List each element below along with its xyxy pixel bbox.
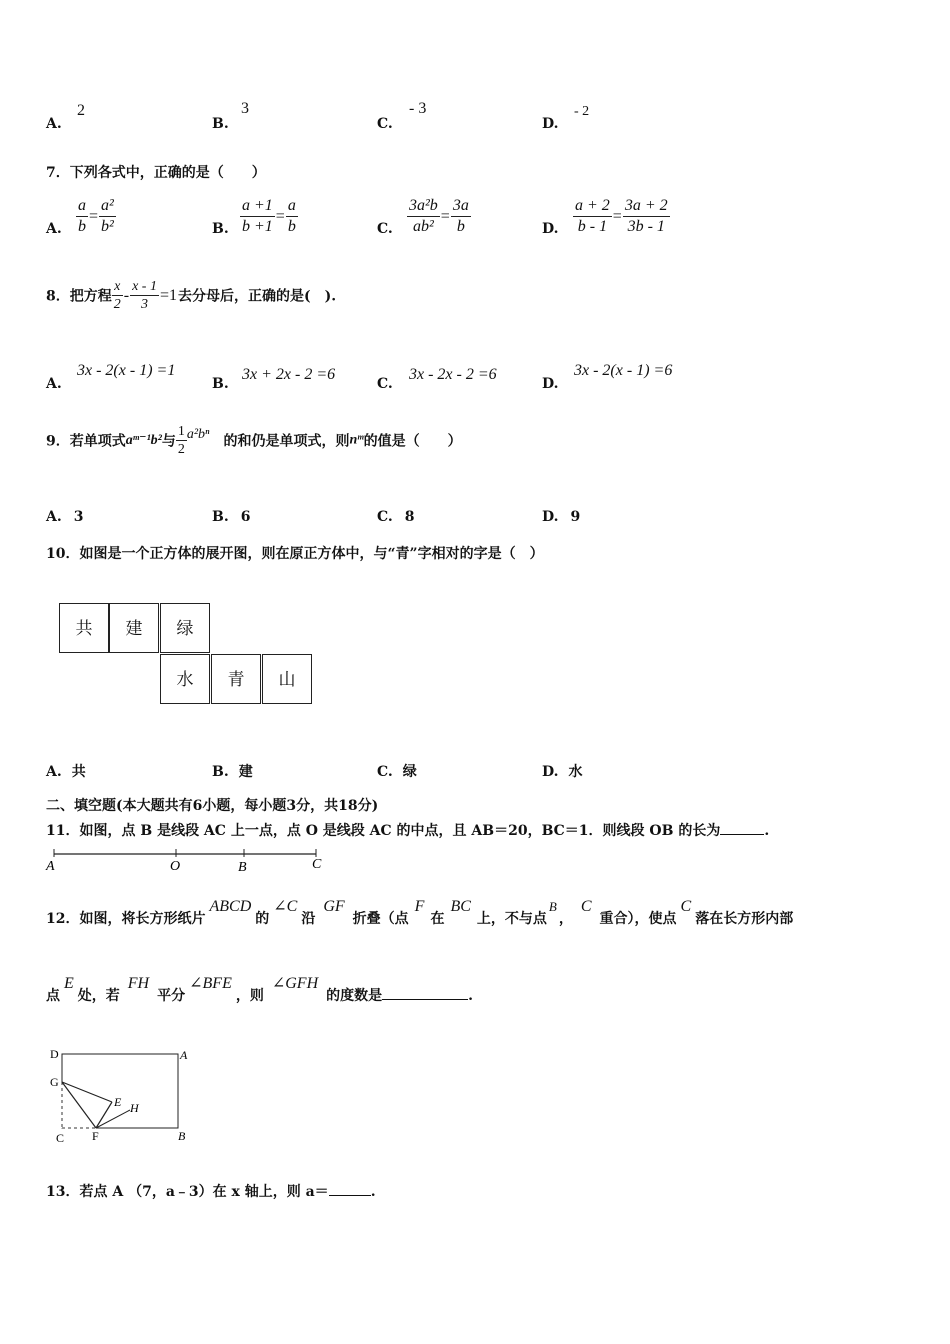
q12-gf: GF [323,898,345,915]
q6-option-c-value: - 3 [409,100,427,117]
q8-frac2-den: 3 [141,297,149,312]
q6-option-b-value: 3 [241,100,249,117]
q9-end: 的值是（ ） [363,433,462,450]
point-a-label: A [46,859,55,874]
q10-option-b-label: B. [212,764,229,780]
q6-option-b-label: B. [212,116,229,132]
q10-option-d-label: D. [542,764,559,780]
q12-e: E [64,975,74,992]
q7-a-left-num: a [76,196,88,217]
q7-c-left-num: 3a²b [407,196,440,217]
q11-segment-figure [40,846,340,876]
q8-option-a-label: A. [46,376,62,392]
q9-option-b-label: B. [212,509,229,525]
q8-option-d-label: D. [542,376,559,392]
q12-p5: 在 [430,911,445,927]
q11-text: 11．如图，点 B 是线段 AC 上一点，点 O 是线段 AC 的中点，且 AB＝20，BC＝1．则线段 OB 的长为 [46,823,721,839]
q9-option-c-value: 8 [404,509,415,525]
rect-abcd [62,1054,178,1128]
q8-frac1-den: 2 [113,297,121,312]
q7-b-left-den: b +1 [242,218,273,235]
point-b-label: B [238,860,247,875]
q12-p8: 重合），使点 [599,911,677,927]
q13-text: 13．若点 A （7，a﹣3）在 x 轴上，则 a＝ [46,1184,329,1200]
fig-label-h: H [130,1101,139,1115]
q8-option-c-value: 3x - 2x - 2 =6 [409,366,497,383]
q13-answer-blank[interactable] [329,1195,371,1196]
q9-suffix: 的和仍是单项式，则 [223,433,350,450]
fig-label-b: B [178,1129,186,1143]
q12-p9: 落在长方形内部 [695,911,794,927]
q10-option-b-value: 建 [238,764,253,780]
q9-term1: aᵐ⁻¹b² [125,433,162,448]
q7-a-right-num: a² [99,196,116,217]
q12-bc: BC [450,898,471,915]
q12-answer-blank[interactable] [382,999,468,1000]
q6-option-c-label: C. [377,116,393,132]
q12-f: F [414,898,425,915]
q7-option-d-expr: $\frac{a + 2}{b - 1}$ = $\frac{3a + 2}{3b - 1}$ [575,197,668,235]
q12-p2: 的 [255,911,270,927]
fig-label-d: D [50,1047,59,1061]
cube-face-shan: 山 [262,654,312,704]
q12-c2: C [680,898,692,915]
q10-option-c-value: 绿 [402,764,417,780]
q7-option-b-expr: $\frac{a +1}{b +1}$ = $\frac{a}{b}$ [242,197,296,235]
fig-label-a: A [180,1048,188,1062]
q12-bfe: ∠BFE [189,975,232,992]
q12-p1: 12．如图，将长方形纸片 [46,911,206,927]
q12-p6: 上，不与点 [476,911,547,927]
q9-nm: nᵐ [349,432,364,448]
q7-option-d-label: D. [542,221,559,237]
q11-answer-blank[interactable] [720,834,764,835]
cube-face-gong: 共 [59,603,109,653]
q7-d-left-den: b - 1 [577,218,608,235]
q13-end: . [370,1184,376,1200]
q12-fh: FH [127,975,150,992]
fig-label-g: G [50,1075,59,1089]
q10-option-a-value: 共 [71,764,86,780]
q8-stem [46,278,336,313]
q10-option-a-label: A. [46,764,62,780]
q7-d-right-den: 3b - 1 [627,218,665,235]
q12-b: B [548,899,557,914]
q12-p7: ， [558,911,573,927]
section-fill-in-title: 二、填空题(本大题共有6小题，每小题3分，共18分) [46,798,379,814]
q6-option-a-value: 2 [77,102,85,119]
q12-c: C [580,898,592,915]
q6-option-d-value: - 2 [574,104,590,119]
q12-l2e: 的度数是 [326,988,383,1004]
q9-option-c [377,509,415,525]
cube-face-lv: 绿 [160,603,210,653]
q9-stem [46,423,462,458]
q8-option-b-value: 3x + 2x - 2 =6 [242,366,336,383]
cube-face-shui: 水 [160,654,210,704]
fig-label-c: C [56,1131,65,1145]
point-o-label: O [170,859,181,874]
q12-angle-c: ∠C [273,898,298,915]
q9-mid: 与 [161,433,176,450]
q10-option-c-label: C. [377,764,393,780]
q7-c-right-den: b [456,218,465,235]
q9-option-a-label: A. [46,509,62,525]
cube-face-jian: 建 [109,603,159,653]
q8-option-a-value: 3x - 2(x - 1) =1 [77,362,176,379]
q9-option-a-value: 3 [73,509,84,525]
q9-coef-num: 1 [177,424,185,439]
q9-option-a [46,509,84,525]
q9-option-d-label: D. [542,509,559,525]
q10-option-d-value: 水 [568,764,583,780]
fig-label-e: E [114,1095,122,1109]
q12-line1 [46,898,794,928]
q7-option-c-label: C. [377,221,393,237]
q11-stem [46,820,769,840]
q9-option-c-label: C. [377,509,393,525]
q9-option-d-value: 9 [570,509,581,525]
q7-a-right-den: b² [101,218,114,235]
q6-option-d-label: D. [542,116,559,132]
q7-c-right-num: 3a [451,196,471,217]
q7-option-a-label: A. [46,221,62,237]
q8-frac1-num: x [112,278,123,296]
q12-l2c: 平分 [157,988,186,1004]
q10-option-c [377,761,417,781]
q7-c-left-den: ab² [413,218,434,235]
q9-option-b [212,509,250,525]
q12-rectangle-figure [44,1044,204,1148]
q11-end: . [764,823,770,839]
q8-equals: =1 [159,286,177,304]
q9-option-d [542,509,580,525]
q9-coef-den: 2 [177,442,185,457]
q10-stem: 10．如图是一个正方体的展开图，则在原正方体中，与“青”字相对的字是（ ） [46,546,544,562]
q7-b-right-den: b [287,218,296,235]
q10-option-d [542,761,583,781]
q10-option-a [46,761,86,781]
q6-option-a-label: A. [46,116,62,132]
q7-option-a-expr: $\frac{a}{b}$ = $\frac{\text{a²}}{\text{b²}}$ [78,197,114,235]
q8-minus: - [123,286,130,304]
q12-l2d: ，则 [235,988,264,1004]
point-c-label: C [312,857,322,872]
q7-b-right-num: a [286,196,298,217]
q7-d-right-num: 3a + 2 [623,196,670,217]
cube-face-qing: 青 [211,654,261,704]
q8-option-c-label: C. [377,376,393,392]
q7-d-left-num: a + 2 [573,196,612,217]
q10-option-b [212,761,253,781]
q13-stem [46,1181,376,1201]
q7-b-left-num: a +1 [240,196,275,217]
q8-frac2-num: x - 1 [132,279,157,294]
q7-option-c-expr: $\frac{\text{3a²b}}{\text{ab²}}$ = $\frac{3a}{b}$ [409,197,469,235]
q12-l2b: 处，若 [77,988,120,1004]
q7-a-left-den: b [78,218,86,235]
q12-p3: 沿 [301,911,316,927]
q8-prefix: 8．把方程 [46,288,112,305]
q12-end: . [468,988,474,1004]
q12-line2 [46,975,474,1005]
fig-label-f: F [92,1129,99,1143]
q9-option-b-value: 6 [240,509,251,525]
q8-option-b-label: B. [212,376,229,392]
q7-stem: 7．下列各式中，正确的是（ ） [46,165,266,181]
q12-abcd: ABCD [209,898,252,915]
q12-p4: 折叠（点 [352,911,409,927]
q9-term2: a²bⁿ [186,427,210,442]
q12-l2a: 点 [46,988,60,1004]
q12-gfh: ∠GFH [271,975,319,992]
q7-option-b-label: B. [212,221,229,237]
q8-suffix: 去分母后，正确的是( ). [178,288,337,305]
q9-prefix: 9．若单项式 [46,433,126,450]
q8-option-d-value: 3x - 2(x - 1) =6 [574,362,673,379]
